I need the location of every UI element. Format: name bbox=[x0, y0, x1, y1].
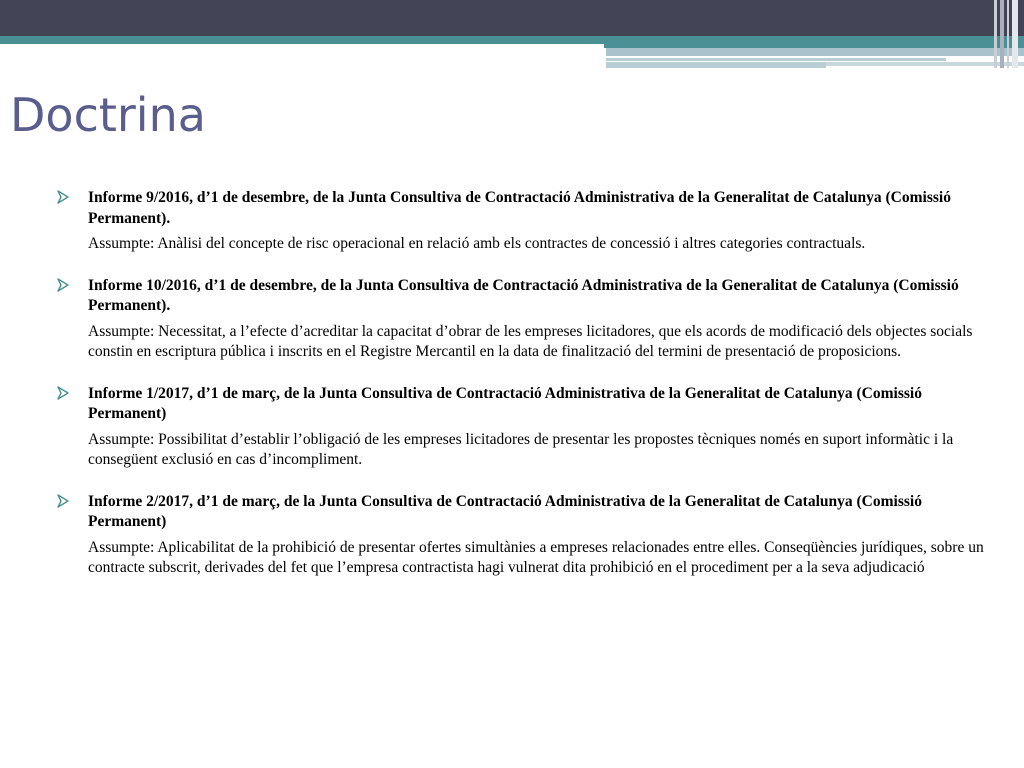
report-heading: Informe 1/2017, d’1 de març, de la Junta Consultiva de Contractació Administrativa de la Generalitat de Catalunya (Comissió Permanent) bbox=[88, 384, 922, 422]
header-vertical-line bbox=[994, 0, 997, 68]
header-strip bbox=[606, 62, 826, 68]
list-item bbox=[56, 188, 996, 255]
report-description: Assumpte: Aplicabilitat de la prohibició de presentar ofertes simultànies a empreses relacionades entre elles. Conseqüències jurídiques, sobre un contracte subscrit, derivades del fet que l’empresa contractista hagi vulnerat dita prohibició en el procediment per a la seva adjudicació bbox=[88, 538, 984, 576]
report-heading: Informe 9/2016, d’1 de desembre, de la Junta Consultiva de Contractació Administrativa de la Generalitat de Catalunya (Comissió Permanent). bbox=[88, 189, 951, 227]
header-gap bbox=[0, 44, 604, 50]
header-strip bbox=[606, 58, 946, 61]
arrow-bullet-icon bbox=[56, 386, 70, 400]
list-item bbox=[56, 276, 996, 363]
slide-content bbox=[56, 188, 996, 600]
list-item bbox=[56, 492, 996, 579]
report-description: Assumpte: Possibilitat d’establir l’obligació de les empreses licitadores de presentar les propostes tècniques només en suport informàtic i la consegüent exclusió en cas d’incompliment. bbox=[88, 430, 954, 468]
arrow-bullet-icon bbox=[56, 190, 70, 204]
arrow-bullet-icon bbox=[56, 494, 70, 508]
header-light-bar bbox=[606, 48, 1024, 56]
report-heading: Informe 10/2016, d’1 de desembre, de la Junta Consultiva de Contractació Administrativa de la Generalitat de Catalunya (Comissió Permanent). bbox=[88, 276, 959, 314]
report-description: Assumpte: Necessitat, a l’efecte d’acreditar la capacitat d’obrar de les empreses licitadores, que els acords de modificació dels objectes socials constin en escriptura pública i inscrits en el Registre Mercantil en la data de finalització del termini de presentació de proposicions. bbox=[88, 322, 973, 360]
list-item bbox=[56, 384, 996, 471]
header-vertical-line bbox=[1000, 0, 1004, 68]
report-heading: Informe 2/2017, d’1 de març, de la Junta Consultiva de Contractació Administrativa de la Generalitat de Catalunya (Comissió Permanent) bbox=[88, 492, 922, 530]
slide-title: Doctrina bbox=[10, 88, 206, 142]
report-description: Assumpte: Anàlisi del concepte de risc operacional en relació amb els contractes de concessió i altres categories contractuals. bbox=[88, 235, 866, 252]
header-dark-bar bbox=[0, 0, 1024, 36]
header-vertical-line bbox=[1007, 0, 1009, 68]
header-vertical-line bbox=[1012, 0, 1018, 68]
arrow-bullet-icon bbox=[56, 278, 70, 292]
